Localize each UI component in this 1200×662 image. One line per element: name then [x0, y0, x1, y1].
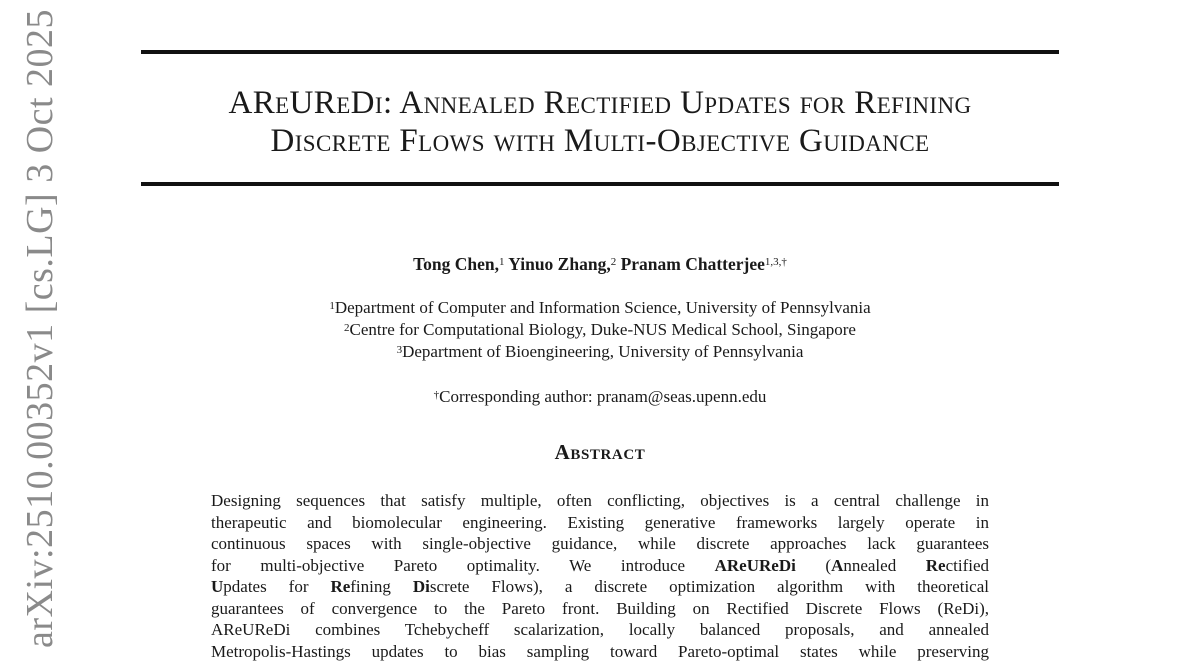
abstract-line: AReUReDi combines Tchebycheff scalarization, locally balanced proposals, and annealed — [211, 619, 989, 641]
title-top-rule — [141, 50, 1059, 54]
affiliations — [141, 297, 1059, 363]
author-name: Yinuo Zhang, — [508, 254, 610, 274]
abstract-text: ctified — [946, 556, 989, 575]
affiliation-line — [141, 341, 1059, 363]
abstract-heading: Abstract — [141, 440, 1059, 465]
abstract-line: guarantees of convergence to the Pareto front. Building on Rectified Discrete Flows (ReDi), — [211, 598, 989, 620]
affiliation-line — [141, 319, 1059, 341]
title-line-1: AReUReDi: Annealed Rectified Updates for Refining — [141, 84, 1059, 122]
author-list — [141, 253, 1059, 275]
abstract-line — [211, 555, 989, 577]
acronym-letter: A — [831, 556, 843, 575]
affiliation-text: Department of Computer and Information Science, University of Pennsylvania — [335, 298, 871, 317]
affiliation-mark: 3 — [397, 344, 403, 356]
abstract-text: fining — [350, 577, 413, 596]
method-name: AReUReDi — [715, 556, 796, 575]
abstract-line: continuous spaces with single-objective guidance, while discrete approaches lack guarantees — [211, 533, 989, 555]
title-line-2: Discrete Flows with Multi-Objective Guidance — [141, 122, 1059, 160]
corresponding-mark: † — [434, 389, 440, 401]
affiliation-mark: 1 — [329, 300, 335, 312]
abstract-line: Designing sequences that satisfy multiple, often conflicting, objectives is a central challenge in — [211, 490, 989, 512]
corresponding-author — [141, 386, 1059, 408]
abstract-text: screte Flows), a discrete optimization algorithm with theoretical — [430, 577, 989, 596]
abstract-text: for multi-objective Pareto optimality. We introduce — [211, 556, 715, 575]
abstract-body — [211, 490, 989, 662]
acronym-letter: Di — [413, 577, 430, 596]
author-name: Pranam Chatterjee — [621, 254, 765, 274]
corresponding-text: Corresponding author: pranam@seas.upenn.edu — [439, 387, 766, 406]
abstract-text: pdates for — [223, 577, 330, 596]
acronym-letter: Re — [926, 556, 946, 575]
paper-title — [141, 84, 1059, 160]
abstract-text: nnealed — [843, 556, 925, 575]
affiliation-text: Centre for Computational Biology, Duke-NUS Medical School, Singapore — [350, 320, 856, 339]
acronym-letter: U — [211, 577, 223, 596]
author-affil-mark: 1,3,† — [765, 256, 787, 268]
author-affil-mark: 1 — [499, 256, 505, 268]
affiliation-line — [141, 297, 1059, 319]
abstract-line: therapeutic and biomolecular engineering. Existing generative frameworks largely operate in — [211, 512, 989, 534]
arxiv-identifier-stamp: arXiv:2510.00352v1 [cs.LG] 3 Oct 2025 — [14, 9, 66, 648]
affiliation-text: Department of Bioengineering, University of Pennsylvania — [402, 342, 803, 361]
title-bottom-rule — [141, 182, 1059, 186]
abstract-line — [211, 576, 989, 598]
acronym-letter: Re — [330, 577, 350, 596]
abstract-text: ( — [796, 556, 831, 575]
author-name: Tong Chen, — [413, 254, 499, 274]
affiliation-mark: 2 — [344, 322, 350, 334]
author-affil-mark: 2 — [611, 256, 617, 268]
abstract-line: Metropolis-Hastings updates to bias sampling toward Pareto-optimal states while preserving — [211, 641, 989, 662]
